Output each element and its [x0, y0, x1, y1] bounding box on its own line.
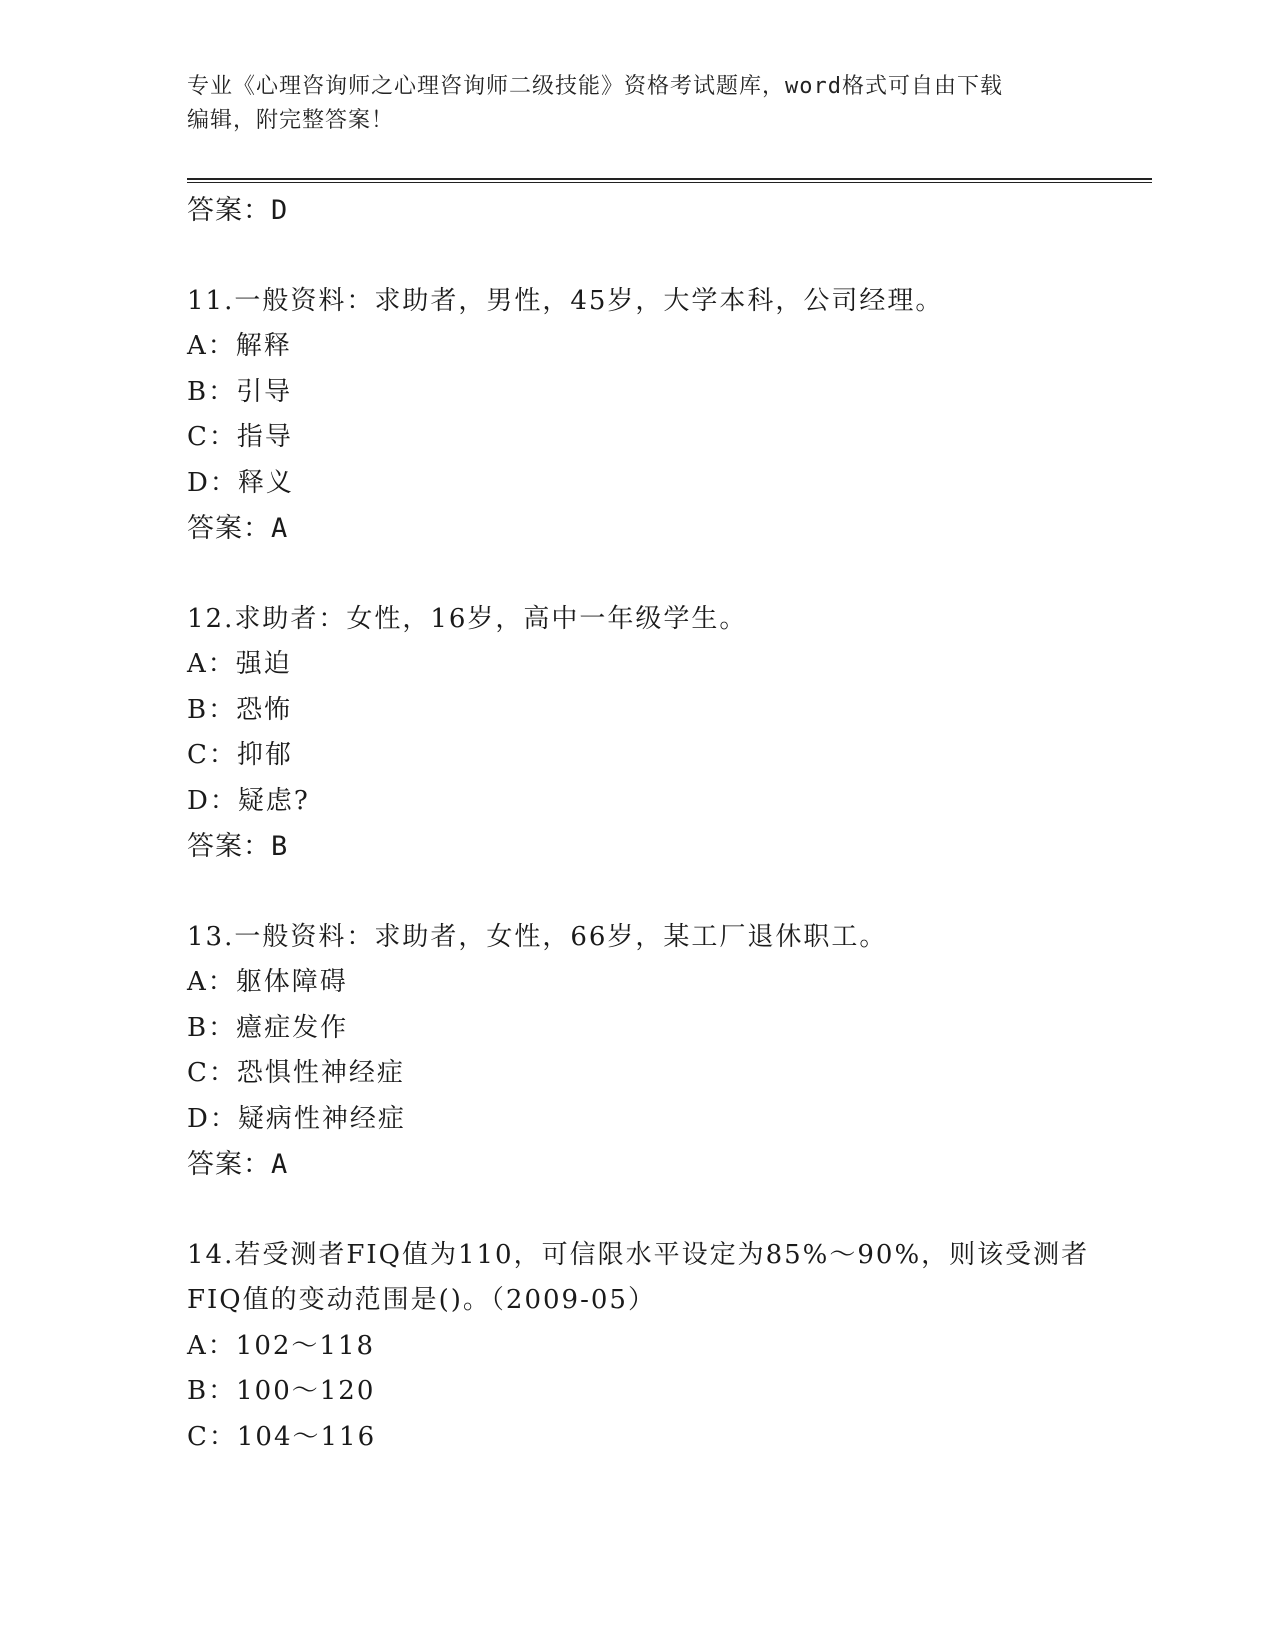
answer: 答案：A: [187, 1149, 289, 1180]
option-b: B：引导: [187, 376, 293, 407]
option-b: B：恐怖: [187, 694, 293, 725]
question-13: [187, 915, 1117, 1188]
option-a: A：102～118: [187, 1330, 376, 1361]
document-header: [187, 70, 1067, 138]
option-d: D：疑虑?: [187, 785, 310, 816]
question-stem: 11.一般资料：求助者，男性，45岁，大学本科，公司经理。: [187, 285, 944, 316]
option-d: D：释义: [187, 467, 294, 498]
option-a: A：躯体障碍: [187, 967, 348, 997]
option-a: A：强迫: [187, 649, 292, 679]
option-c: C：恐惧性神经症: [187, 1058, 405, 1088]
spacer: [187, 870, 1117, 915]
answer: 答案：A: [187, 513, 289, 544]
option-b: B：100～120: [187, 1376, 376, 1406]
question-12: [187, 597, 1117, 870]
option-d: D：疑病性神经症: [187, 1103, 406, 1134]
question-11: [187, 279, 1117, 552]
spacer: [187, 1188, 1117, 1233]
previous-answer: 答案：D: [187, 195, 289, 226]
spacer: [187, 234, 1117, 279]
question-stem: 12.求助者：女性，16岁，高中一年级学生。: [187, 603, 748, 634]
question-stem-line-2: FIQ值的变动范围是()。（2009-05）: [187, 1285, 656, 1315]
answer: 答案：B: [187, 831, 289, 862]
question-14: [187, 1233, 1117, 1461]
option-c: C：指导: [187, 422, 293, 452]
header-line-2: 编辑，附完整答案！: [187, 108, 395, 133]
option-b: B：癔症发作: [187, 1012, 349, 1043]
question-stem-line-1: 14.若受测者FIQ值为110，可信限水平设定为85%～90%，则该受测者: [187, 1239, 1090, 1270]
header-divider: [187, 178, 1152, 183]
option-a: A：解释: [187, 331, 292, 361]
question-list: [187, 188, 1117, 1460]
option-c: C：104～116: [187, 1421, 377, 1452]
question-stem: 13.一般资料：求助者，女性，66岁，某工厂退休职工。: [187, 921, 888, 952]
header-line-1: 专业《心理咨询师之心理咨询师二级技能》资格考试题库，word格式可自由下载: [187, 74, 1003, 99]
option-c: C：抑郁: [187, 740, 293, 770]
spacer: [187, 552, 1117, 597]
